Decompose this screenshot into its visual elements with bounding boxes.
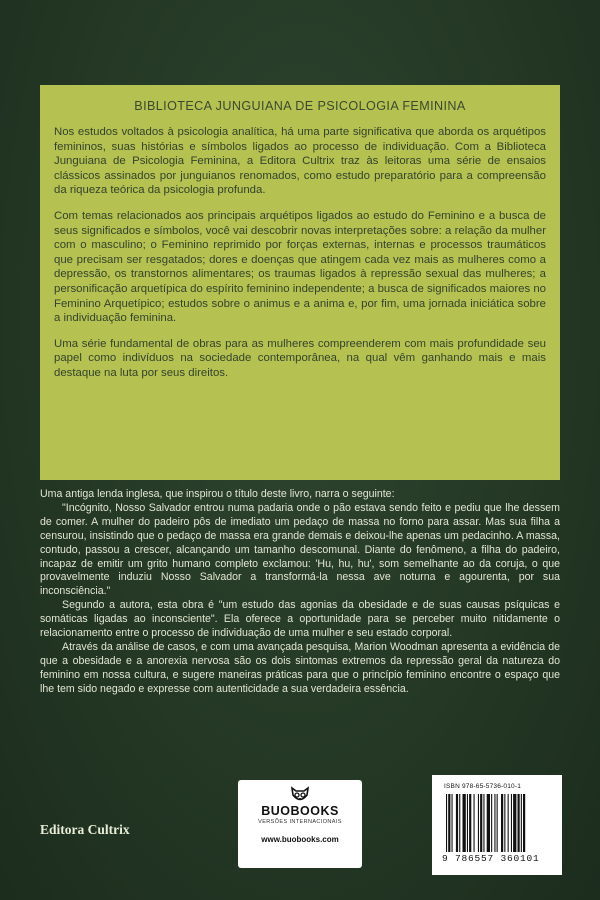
description-paragraph-3: Através da análise de casos, e com uma avançada pesquisa, Marion Woodman apresenta a evidência de que a obesidade e a anorexia nervosa são os dois sintomas extremos da repressão geral da natureza do feminino em nossa cultura, e sugere maneiras práticas para que o princípio feminino encontre o espaço que lhe tem sido negado e expresse com autenticidade a sua verdadeira essência. <box>40 640 560 695</box>
description-paragraph-2: Segundo a autora, esta obra é "um estudo das agonias da obesidade e de suas causas psíquicas e somáticas ligadas ao inconsciente". Ela oferece a oportunidade para se perceber muito nitidamente o relacionamento entre o processo de individuação de uma mulher e seu estado corporal. <box>40 599 560 640</box>
series-paragraph-3: Uma série fundamental de obras para as mulheres compreenderem com mais profundidade seu papel como indivíduos na sociedade contemporânea, na qual vêm ganhando mais e mais destaque na luta por seus direitos. <box>54 337 546 379</box>
sticker-url: www.buobooks.com <box>261 835 339 844</box>
series-paragraph-1: Nos estudos voltados à psicologia analítica, há uma parte significativa que aborda os arquétipos femininos, suas histórias e símbolos ligados ao processo de individuação. Com a Biblioteca Junguiana de Psicologia Feminina, a Editora Cultrix traz às leitoras uma série de ensaios clássicos assinados por junguianos renomados, como estudo preparatório para a compreensão da riqueza teórica da psicologia profunda. <box>54 126 546 197</box>
book-description <box>40 488 560 697</box>
series-paragraph-2: Com temas relacionados aos principais arquétipos ligados ao estudo do Feminino e a busca de seus significados e símbolos, você vai descobrir novas interpretações sobre: a relação da mulher com o masculino; o Feminino reprimido por forças externas, internas e processos traumáticos que precisam ser resgatados; dores e doenças que atingem cada vez mais as mulheres como a depressão, os transtornos alimentares; os traumas ligados à repressão sexual das mulheres; a personificação arquetípica do espírito feminino independente; a busca de significados maiores no Feminino Arquetípico; estudos sobre o animus e a anima e, por fim, uma jornada iniciática sobre a individuação feminina. <box>54 209 547 325</box>
publisher-name: Editora Cultrix <box>40 822 130 837</box>
owl-icon <box>289 786 311 804</box>
sticker-brand: BUOBOOKS <box>261 804 339 818</box>
barcode-digits: 9 786557 360101 <box>442 853 540 864</box>
series-description-panel <box>40 85 560 480</box>
sticker-subtitle: VERSÕES INTERNACIONAIS <box>258 819 342 825</box>
isbn-label: ISBN 978-65-5736-010-1 <box>444 783 522 790</box>
legend-quote: "Incógnito, Nosso Salvador entrou numa padaria onde o pão estava sendo feito e pediu que lhe dessem de comer. A mulher do padeiro pôs de imediato um pedaço de massa no forno para assar. Mas sua filha a censurou, insistindo que o pedaço de massa era grande demais e deixou-lhe apenas um pedacinho. A massa, contudo, passou a crescer, alcançando um tamanho descomunal. Diante do fenômeno, a filha do padeiro, incapaz de emitir um grito humano completo exclamou: 'Hu, hu, hu', som semelhante ao da coruja, o que provavelmente induziu Nosso Salvador a transformá-la nessa ave noturna e agourenta, por sua inconsciência." <box>40 501 560 598</box>
barcode-icon <box>444 794 552 852</box>
series-title: BIBLIOTECA JUNGUIANA DE PSICOLOGIA FEMININA <box>134 99 466 113</box>
buobooks-sticker <box>238 780 362 868</box>
intro-paragraph: Uma antiga lenda inglesa, que inspirou o título deste livro, narra o seguinte: <box>40 488 395 500</box>
barcode-box <box>432 775 562 875</box>
